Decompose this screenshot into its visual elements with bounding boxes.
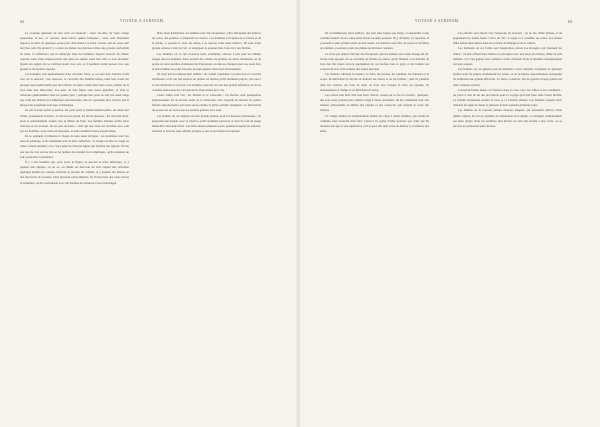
paragraph: Les hommes sont généralement d'un caractère triste, et on peut tout attendre d'eux avec de la douceur ; dès ouvroux, ce caractère des femmes haïtes, nous leur avons sur presque aussi indiscutable que leur mèche. En mois vendu dans leurs cases, réunies de la race dans leur imposante. Les deux du leur figure sont assez agréables, et telle se remarque généralement dans les jeunes gens ; quoique leur peau ne soit pas aussi rouge que celle des Indiens de l'Amérique septentrionale, elle est cependant plus cuivrée que la plupart des peuplades sauvages d'Amérique.: [20, 72, 129, 108]
paragraph: Les habitants de ces forêts sont hospitaliers envers les étrangers qui viennent les visiter ; ils leur offrent leurs hamacs et partagent avec eux leurs provisions. Mais ils sont défiants, et il faut gagner leur confiance avant d'obtenir d'eux le moindre renseignement sur leurs usages.: [453, 46, 562, 66]
paragraph: Ils n'ont pas de religion bien définie ; ils croient cependant à un être bon et à un être malfaisant, et ils ont des espèces de prêtres ou devins, qu'ils nomment piayes, qui sont à la fois médecins et sorciers. Ces hommes exercent sur eux une grande influence, et on les consulte dans toutes les circonstances importantes de la vie.: [152, 72, 261, 92]
paragraph: Le scolome généralis de leur tenir est heureux ; aussi ont-elles de vaste visage équestrant, le nez, ce contour, ainsi blancs quêtes fameuses ; sous cette blanchure étaperot au lieur de quelques poses pour dens plant à la boite convera qui est entre sant met lieu rom. Du gérent il y a entre les habies des diverses tribus une grande conformité de traits. La différence qui se remarque dans les hommes, dépend souvent du climat, souvent aussi d'une disproportion qui entre les uniteo entre leur ville et son ancienne. Quant aux nègres, ils se cultivent point avec eux, et il paraîtrait traiter penser avec une grande et incroyable superbe.: [20, 31, 129, 72]
paragraph: Ce n'est que depuis l'arrivée des Européens que les Indiens ont connu l'usage du fer. Avant cette époque, ils se servaient de haches de pierre, qu'ils fixaient à un manche de bois dur. On trouve encore quelquefois de ces haches dans le pays, et les Indiens les conservent avec soin comme des objets précieux.: [320, 51, 429, 72]
paragraph: Les Indiens de la Guyane parlent diverses langues, qui paraissent dériver d'une même origine. Ils ont un système de numération fort simple, et comptent ordinairement sur leurs doigts. Pour les nombres plus élevés, ils font des nœuds à une corde, ou se servent de petits morceaux de bois.: [453, 108, 562, 128]
paragraph: Les Indiens de ces régions ont une grande passion pour les boissons fermentées ; ils préparent une liqueur avec la cassave, qu'ils nomment paiwarri, et dont ils font un usage immodéré dans leurs fêtes. Ces fêtes durent plusieurs jours, pendant lesquels ils dansent, chantent et boivent sans relâche, jusqu'à ce que la provision soit épuisée.: [152, 113, 261, 133]
right-column-1: [320, 31, 429, 411]
left-column-1: [20, 31, 129, 411]
paragraph: Ils ont le front aplati et incliné, les yeux noirs et médiocrement petits, les dents fort belles, quelquefois noircies ; le nez un peu épaté, les lèvres épaisses ; les cheveux noirs, plats et ordinairement coupés vers le milieu du front. Les femmes laissent croître leurs cheveux et les tressent. Ils ont peu de barbe ; celle qui leur vient est arrachée avec soin par les hommes. Leur taille est moyenne, et leurs membres bien proportionnés.: [20, 108, 129, 133]
paragraph: Les Indiens cultivent le manioc, le maïs, les patates, les ignames, les bananes et le coton. Ils défrichent le terrain en abattant les arbres et en les brûlant ; puis ils plantent dans les cendres. Au bout de deux ou trois ans, lorsque la terre est épuisée, ils abandonnent ce champ et en défrichent un autre.: [320, 72, 429, 92]
left-running-head: VOYAGE A SURINAM.: [120, 19, 165, 23]
paragraph: Les canots sont faits d'un seul tronc d'arbre, creusé par le feu et la hache ; quelques-uns sont assez grands pour contenir vingt à trente personnes. Ils les conduisent avec une adresse remarquable au milieu des rapides et des cataractes qui coupent le cours des rivières.: [320, 92, 429, 113]
paragraph: Ils recommencent leurs hamacs, qui sont plus larges que longs, et suspendus à une certaine hauteur du sol, entre deux arbres ou deux poteaux. Ils y dorment, s'y reposent, et y passent la plus grande partie de leur temps. Les hamacs sont faits de coton ou de fibres de palmier, et souvent ornés de plumes de diverses couleurs.: [320, 31, 429, 51]
right-running-head: VOYAGE A SURINAM.: [415, 19, 460, 23]
paragraph: Il y a des hommes qui, pour orner la figure, se percent le lèvre inférieure, et y passent une épingle, ou un os, ou même un morceau de bois auquel elle attachent quelques plumes de couleur. D'autres se percent les oreilles, et y passent des bâtons ou des morceaux de roseaux, d'une grosseur extraordinaire. Ils vivent dans des cases basses et enfumées, qu'ils construisent avec des feuilles de palmiers et des branchages.: [20, 159, 129, 185]
paragraph: Leurs armes sont l'arc, les flèches et le casse-tête ; les flèches sont quelquefois empoisonnées. Ils se servent aussi de la sarbacane, avec laquelle ils lancent de petites flèches empoisonnées qui tuent sur-le-champ le gibier qu'elles atteignent. La fabrication du poison est un secret que les anciens gardent avec soin.: [152, 92, 261, 113]
paragraph: Les Indiens ont, en général, peu de maladies. Leurs remèdes consistent en quelques plantes dont les piayes connaissent les vertus, et en pratiques superstitieuses auxquelles ils attribuent une grande efficacité. La fièvre, toutefois, fait de grands ravages parmi eux dans certaines saisons.: [453, 67, 562, 87]
paragraph: Dans leurs habitations, les femmes sont très laborieuses ; elles fabriquent des hamacs de coton, des poteries, et préparent la cassave. Les hommes s'occupent de la chasse et de la pêche, et passent le reste du temps à se reposer dans leurs hamacs. Ils sont d'une grande adresse à tirer de l'arc, et atteignent le poisson dans l'eau avec des flèches.: [152, 31, 261, 51]
paragraph: Ils se peignent d'ordinaire le visage de sens assez étranges ; les premières sont des joies de peintage, et les vêtements sont de leur confection ; le visage est strié de rouge ou d'une couleur jaunâtre, et le corps peint de diverses lignes qui forment des figures. Il n'est pas rare de voir sur les bras et les jambes des dessins fort compliqués, qu'ils prennent un soin particulier à entretenir.: [20, 134, 129, 159]
right-column-2: [453, 31, 562, 411]
paragraph: Lorsqu'un Indien meurt, on l'enterre dans sa case, avec ses armes et ses ornements ; on place à côté de lui des provisions pour le voyage qu'il doit faire dans l'autre monde. La famille abandonne ensuite la case, et va s'établir ailleurs. Les femmes coupent leurs cheveux en signe de deuil, et pleurent le mort pendant plusieurs jours.: [453, 87, 562, 108]
paragraph: Les enfants sont élevés avec beaucoup de douceur ; on ne les châtie jamais, et ils apprennent de bonne heure à tirer de l'arc, à nager et à conduire un canot. Les jeunes filles aident leurs mères dans les travaux du ménage et de la culture.: [453, 31, 562, 46]
right-page-number: 63: [568, 19, 572, 24]
left-page-number: 62: [20, 19, 24, 24]
paragraph: Ce village indien est ordinairement habité par vingt à trente familles, qui vivent en commun sous l'autorité d'un chef. Celui-ci n'a guère d'autre pouvoir que celui que lui donnent son âge et son expérience, et il le perd dès qu'il cesse de mériter la confiance des siens.: [320, 113, 429, 133]
left-column-2: [152, 31, 261, 411]
paragraph: Les femmes, en ce qui concerne leurs ornements, suivent à peu près les mêmes usages que les hommes. Elles portent des colliers de graines, de dents d'animaux, ou de perles de verre qu'elles obtiennent des Européens, et elles en chargent leur cou, leurs bras et leurs jambes au point d'en être presque gênées dans leurs mouvements.: [152, 51, 261, 72]
right-page: [300, 0, 600, 427]
